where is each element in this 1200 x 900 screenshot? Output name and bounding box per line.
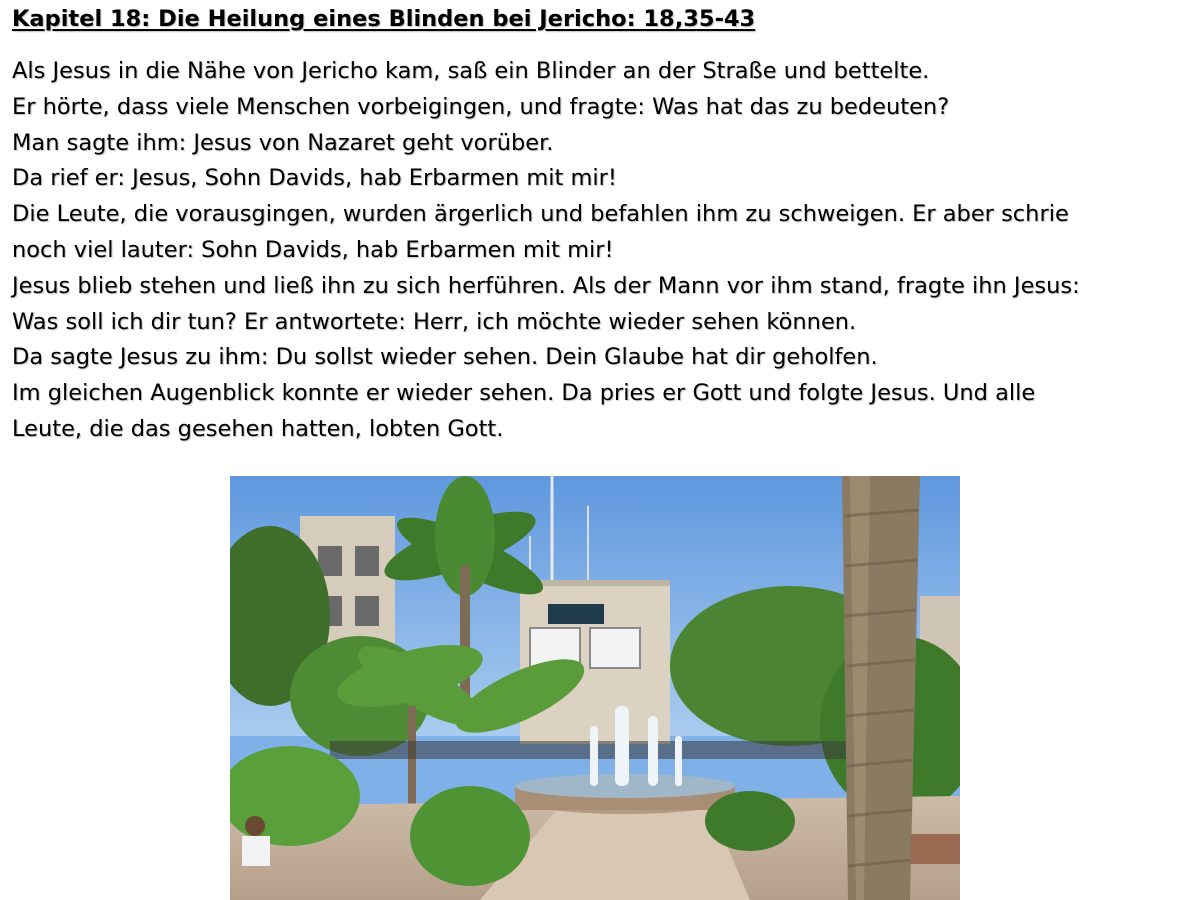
bush [705,791,795,851]
text-line: Leute, die das gesehen hatten, lobten Gott. [12,415,504,442]
text-line: Da sagte Jesus zu ihm: Du sollst wieder sehen. Dein Glaube hat dir geholfen. [12,344,878,371]
text-line: Als Jesus in die Nähe von Jericho kam, saß ein Blinder an der Straße und bettelte. [12,58,930,84]
person [245,816,265,836]
palm-trunk-foreground [842,476,920,900]
bush [410,786,530,886]
page-title: Kapitel 18: Die Heilung eines Blinden bei Jericho: 18,35-43 [12,6,756,32]
planter [910,834,960,864]
scripture-text [12,54,1192,448]
text-line: Man sagte ihm: Jesus von Nazaret geht vorüber. [12,129,554,156]
window [355,596,379,626]
text-line: Da rief er: Jesus, Sohn Davids, hab Erbarmen mit mir! [12,165,617,192]
sign-board [548,604,604,624]
window-grille [590,628,640,668]
text-line: Er hörte, dass viele Menschen vorbeigingen, und fragte: Was hat das zu bedeuten? [12,93,950,120]
text-line: Was soll ich dir tun? Er antwortete: Herr, ich möchte wieder sehen können. [12,308,857,335]
text-line: Im gleichen Augenblick konnte er wieder sehen. Da pries er Gott und folgte Jesus. Und alle [12,380,1036,407]
photo-illustration [230,476,960,900]
text-line: Die Leute, die vorausgingen, wurden ärgerlich und befahlen ihm zu schweigen. Er aber schrie [12,201,1069,228]
text-line: Jesus blieb stehen und ließ ihn zu sich herführen. Als der Mann vor ihm stand, fragte ihn Jesus: [12,272,1080,299]
person [242,836,270,866]
window [355,546,379,576]
jericho-square-fountain-photo [230,476,960,900]
text-line: noch viel lauter: Sohn Davids, hab Erbarmen mit mir! [12,236,614,263]
